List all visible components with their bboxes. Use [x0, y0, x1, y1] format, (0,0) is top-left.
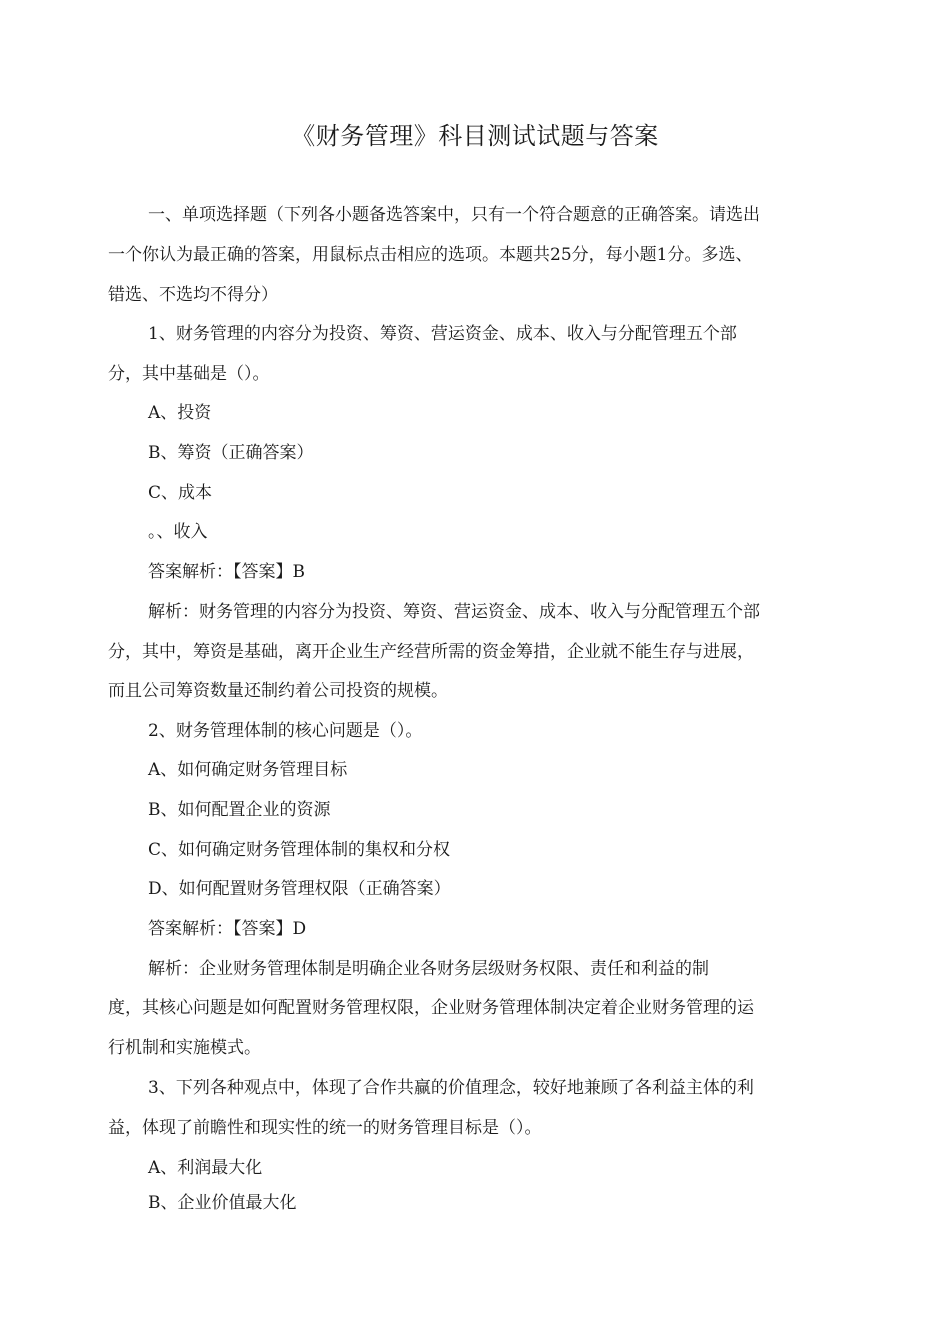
question-2-explanation-line-3: 行机制和实施模式。 — [108, 1038, 261, 1058]
question-1-line-2: 分，其中基础是（）。 — [108, 364, 270, 384]
question-2-option-c: C、如何确定财务管理体制的集权和分权 — [148, 840, 451, 860]
question-1-explanation-line-3: 而且公司筹资数量还制约着公司投资的规模。 — [108, 681, 448, 701]
question-1-explanation-line-1: 解析：财务管理的内容分为投资、筹资、营运资金、成本、收入与分配管理五个部 — [148, 602, 760, 622]
section-heading-line-3: 错选、不选均不得分） — [108, 285, 278, 305]
question-1-line-1: 1、财务管理的内容分为投资、筹资、营运资金、成本、收入与分配管理五个部 — [148, 324, 737, 344]
question-3-option-b: B、企业价值最大化 — [148, 1193, 297, 1213]
question-1-option-d: 。、收入 — [148, 522, 208, 542]
question-2-answer: 答案解析：【答案】D — [148, 919, 307, 939]
section-heading-line-2: 一个你认为最正确的答案，用鼠标点击相应的选项。本题共25分，每小题1分。多选、 — [108, 245, 753, 265]
question-1-explanation-line-2: 分，其中，筹资是基础，离开企业生产经营所需的资金筹措，企业就不能生存与进展， — [108, 642, 754, 662]
question-1-option-a: A、投资 — [148, 403, 212, 423]
question-1-option-b: B、筹资（正确答案） — [148, 443, 314, 463]
question-2-line-1: 2、财务管理体制的核心问题是（）。 — [148, 721, 423, 741]
question-3-option-a: A、利润最大化 — [148, 1158, 263, 1178]
question-2-option-d: D、如何配置财务管理权限（正确答案） — [148, 879, 451, 899]
document-title: 《财务管理》科目测试试题与答案 — [291, 122, 659, 150]
question-2-option-b: B、如何配置企业的资源 — [148, 800, 331, 820]
question-1-answer: 答案解析：【答案】B — [148, 562, 305, 582]
question-3-line-1: 3、下列各种观点中，体现了合作共赢的价值理念，较好地兼顾了各利益主体的利 — [148, 1078, 754, 1098]
question-1-option-c: C、成本 — [148, 483, 213, 503]
question-2-explanation-line-1: 解析：企业财务管理体制是明确企业各财务层级财务权限、责任和利益的制 — [148, 959, 709, 979]
question-2-option-a: A、如何确定财务管理目标 — [148, 760, 348, 780]
question-3-line-2: 益，体现了前瞻性和现实性的统一的财务管理目标是（）。 — [108, 1118, 542, 1138]
question-2-explanation-line-2: 度，其核心问题是如何配置财务管理权限，企业财务管理体制决定着企业财务管理的运 — [108, 998, 754, 1018]
section-heading-line-1: 一、单项选择题（下列各小题备选答案中，只有一个符合题意的正确答案。请选出 — [148, 205, 760, 225]
